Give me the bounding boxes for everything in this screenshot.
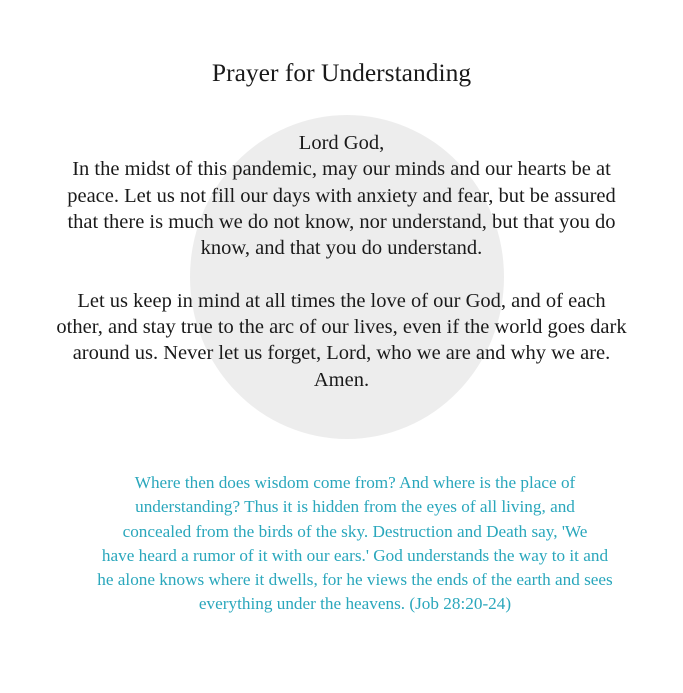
prayer-line: Let us keep in mind at all times the love of our God, and of each bbox=[77, 289, 606, 312]
scripture-quote bbox=[40, 471, 670, 617]
prayer-line: know, and that you do understand. bbox=[200, 237, 483, 260]
prayer-line: In the midst of this pandemic, may our minds and our hearts be at bbox=[72, 158, 611, 181]
prayer-line: other, and stay true to the arc of our lives, even if the world goes dark bbox=[56, 316, 627, 339]
paragraph-gap bbox=[30, 261, 653, 287]
scripture-line: Where then does wisdom come from? And where is the place of bbox=[134, 473, 576, 492]
scripture-line: everything under the heavens. (Job 28:20-24) bbox=[198, 594, 512, 614]
prayer-text bbox=[30, 130, 653, 393]
page-title: Prayer for Understanding bbox=[211, 58, 472, 87]
prayer-line: around us. Never let us forget, Lord, who we are and why we are. bbox=[72, 342, 611, 365]
scripture-line: he alone knows where it dwells, for he views the ends of the earth and sees bbox=[97, 570, 613, 590]
scripture-line: have heard a rumor of it with our ears.' God understands the way to it and bbox=[101, 545, 609, 565]
scripture-line: understanding? Thus it is hidden from the eyes of all living, and bbox=[135, 497, 575, 517]
prayer-line: peace. Let us not fill our days with anxiety and fear, but be assured bbox=[67, 184, 616, 207]
prayer-line: that there is much we do not know, nor understand, but that you do bbox=[67, 210, 616, 233]
scripture-line: concealed from the birds of the sky. Destruction and Death say, 'We bbox=[122, 521, 588, 541]
prayer-salutation: Lord God, bbox=[298, 132, 385, 154]
prayer-closing: Amen. bbox=[313, 368, 370, 391]
